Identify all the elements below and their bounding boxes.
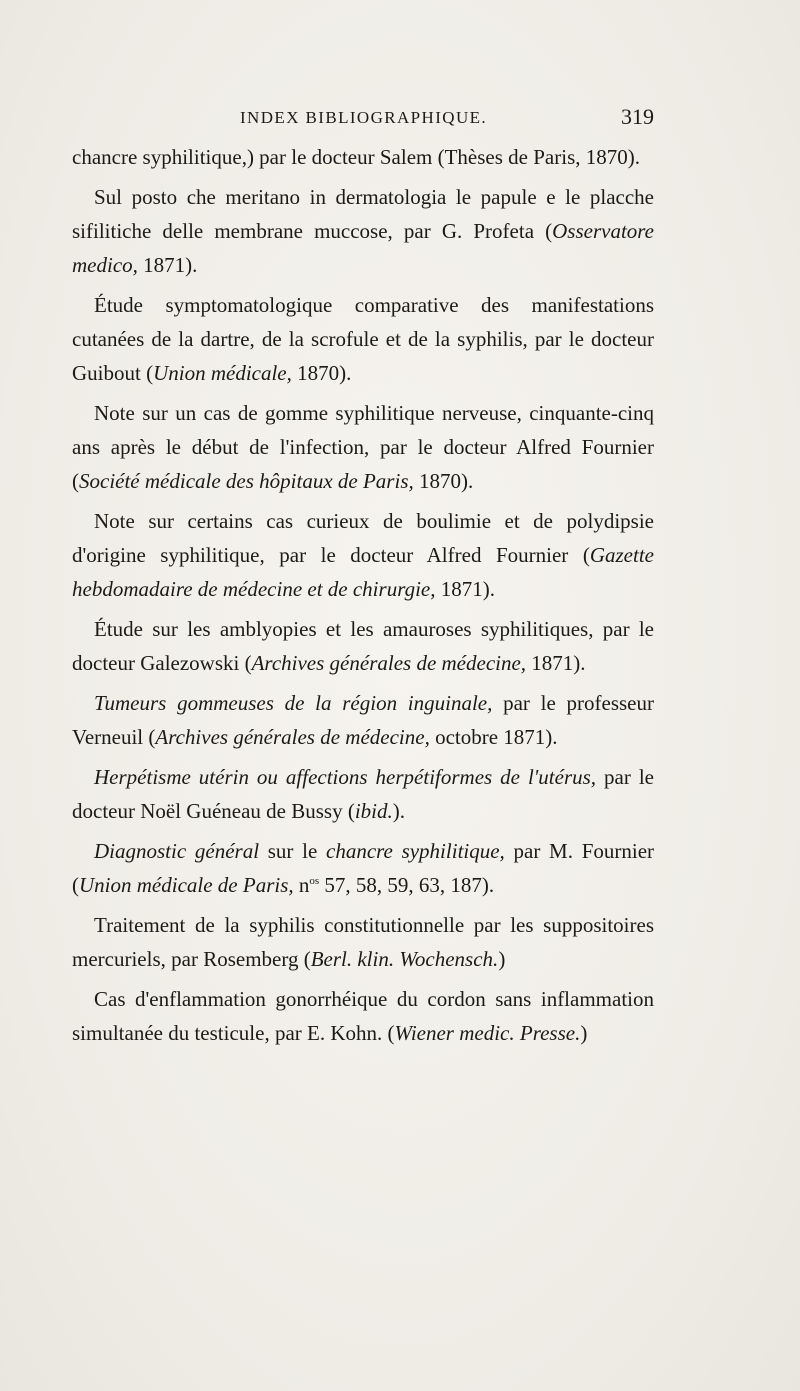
entry-text: n (293, 873, 310, 897)
entry-text: par le docteur Noël Guéneau de Bussy ( (72, 765, 654, 823)
entry-text: Étude sur les amblyopies et les amauroses syphilitiques, par le docteur Galezowski ( (72, 617, 654, 675)
bibliography-entry (72, 908, 654, 976)
entry-text: 1871). (137, 253, 198, 277)
entry-text: ) (580, 1021, 588, 1045)
bibliography-entry (72, 504, 654, 606)
bibliography-entry (72, 180, 654, 282)
entry-text: Étude symptomatologique comparative des manifestations cutanées de la dartre, de la scrofule et de la syphilis, par le docteur Guibout ( (72, 293, 654, 385)
bibliography-entry (72, 982, 654, 1050)
running-title: INDEX BIBLIOGRAPHIQUE. (240, 108, 488, 127)
italic-title: Tumeurs gommeuses de la région inguinale, (94, 691, 493, 715)
entry-text: par M. Fournier ( (72, 839, 655, 897)
running-header (72, 104, 654, 134)
page-number: 319 (621, 104, 654, 129)
italic-title: chancre syphilitique, (326, 839, 505, 863)
entry-text: octobre 1871). (429, 725, 558, 749)
entry-text: 1870). (413, 469, 474, 493)
bibliography-entry (72, 288, 654, 390)
italic-title: Osservatore medico, (72, 219, 654, 277)
italic-title: Wiener medic. Presse. (394, 1021, 581, 1045)
bibliography-entry (72, 834, 654, 902)
entry-text: sur le (259, 839, 326, 863)
italic-title: Berl. klin. Wochensch. (310, 947, 499, 971)
entry-text: ). (392, 799, 406, 823)
italic-title: Diagnostic général (94, 839, 260, 863)
bibliography-entry (72, 612, 654, 680)
entry-text: Note sur certains cas curieux de boulimie et de polydipsie d'origine syphilitique, par le docteur Alfred Fournier ( (72, 509, 654, 567)
bibliography-entry (72, 396, 654, 498)
entry-text: 57, 58, 59, 63, 187). (319, 873, 495, 897)
italic-title: Union médicale, (153, 361, 292, 385)
italic-title: ibid. (354, 799, 393, 823)
entry-text: chancre syphilitique,) par le docteur Salem (Thèses de Paris, 1870). (72, 145, 640, 169)
entry-text: 1871). (435, 577, 495, 601)
entry-text: Cas d'enflammation gonorrhéique du cordon sans inflammation simultanée du testicule, par E. Kohn. ( (72, 987, 654, 1045)
italic-title: Herpétisme utérin ou affections herpétiformes de l'utérus, (94, 765, 597, 789)
entry-text: 1871). (526, 651, 586, 675)
entry-text: 1870). (291, 361, 352, 385)
entry-text: Sul posto che meritano in dermatologia le papule e le placche sifilitiche delle membrane muccose, par G. Profeta ( (72, 185, 654, 243)
bibliography-entry (72, 686, 654, 754)
bibliography-entry (72, 760, 654, 828)
italic-title: Union médicale de Paris, (79, 873, 294, 897)
italic-title: Archives générales de médecine, (155, 725, 430, 749)
entry-text: Traitement de la syphilis constitutionnelle par les suppositoires mercuriels, par Rosemberg ( (72, 913, 654, 971)
italic-title: Société médicale des hôpitaux de Paris, (79, 469, 414, 493)
italic-title: Archives générales de médecine, (251, 651, 527, 675)
superscript: os (309, 875, 320, 887)
italic-title: Gazette hebdomadaire de médecine et de chirurgie, (72, 543, 654, 601)
entry-text: ) (498, 947, 506, 971)
entry-continuation (72, 140, 654, 174)
entry-text: par le professeur Verneuil ( (72, 691, 654, 749)
entry-text: Note sur un cas de gomme syphilitique nerveuse, cinquante-cinq ans après le début de l'infection, par le docteur Alfred Fournier ( (72, 401, 654, 493)
bibliography-text (72, 140, 654, 1056)
